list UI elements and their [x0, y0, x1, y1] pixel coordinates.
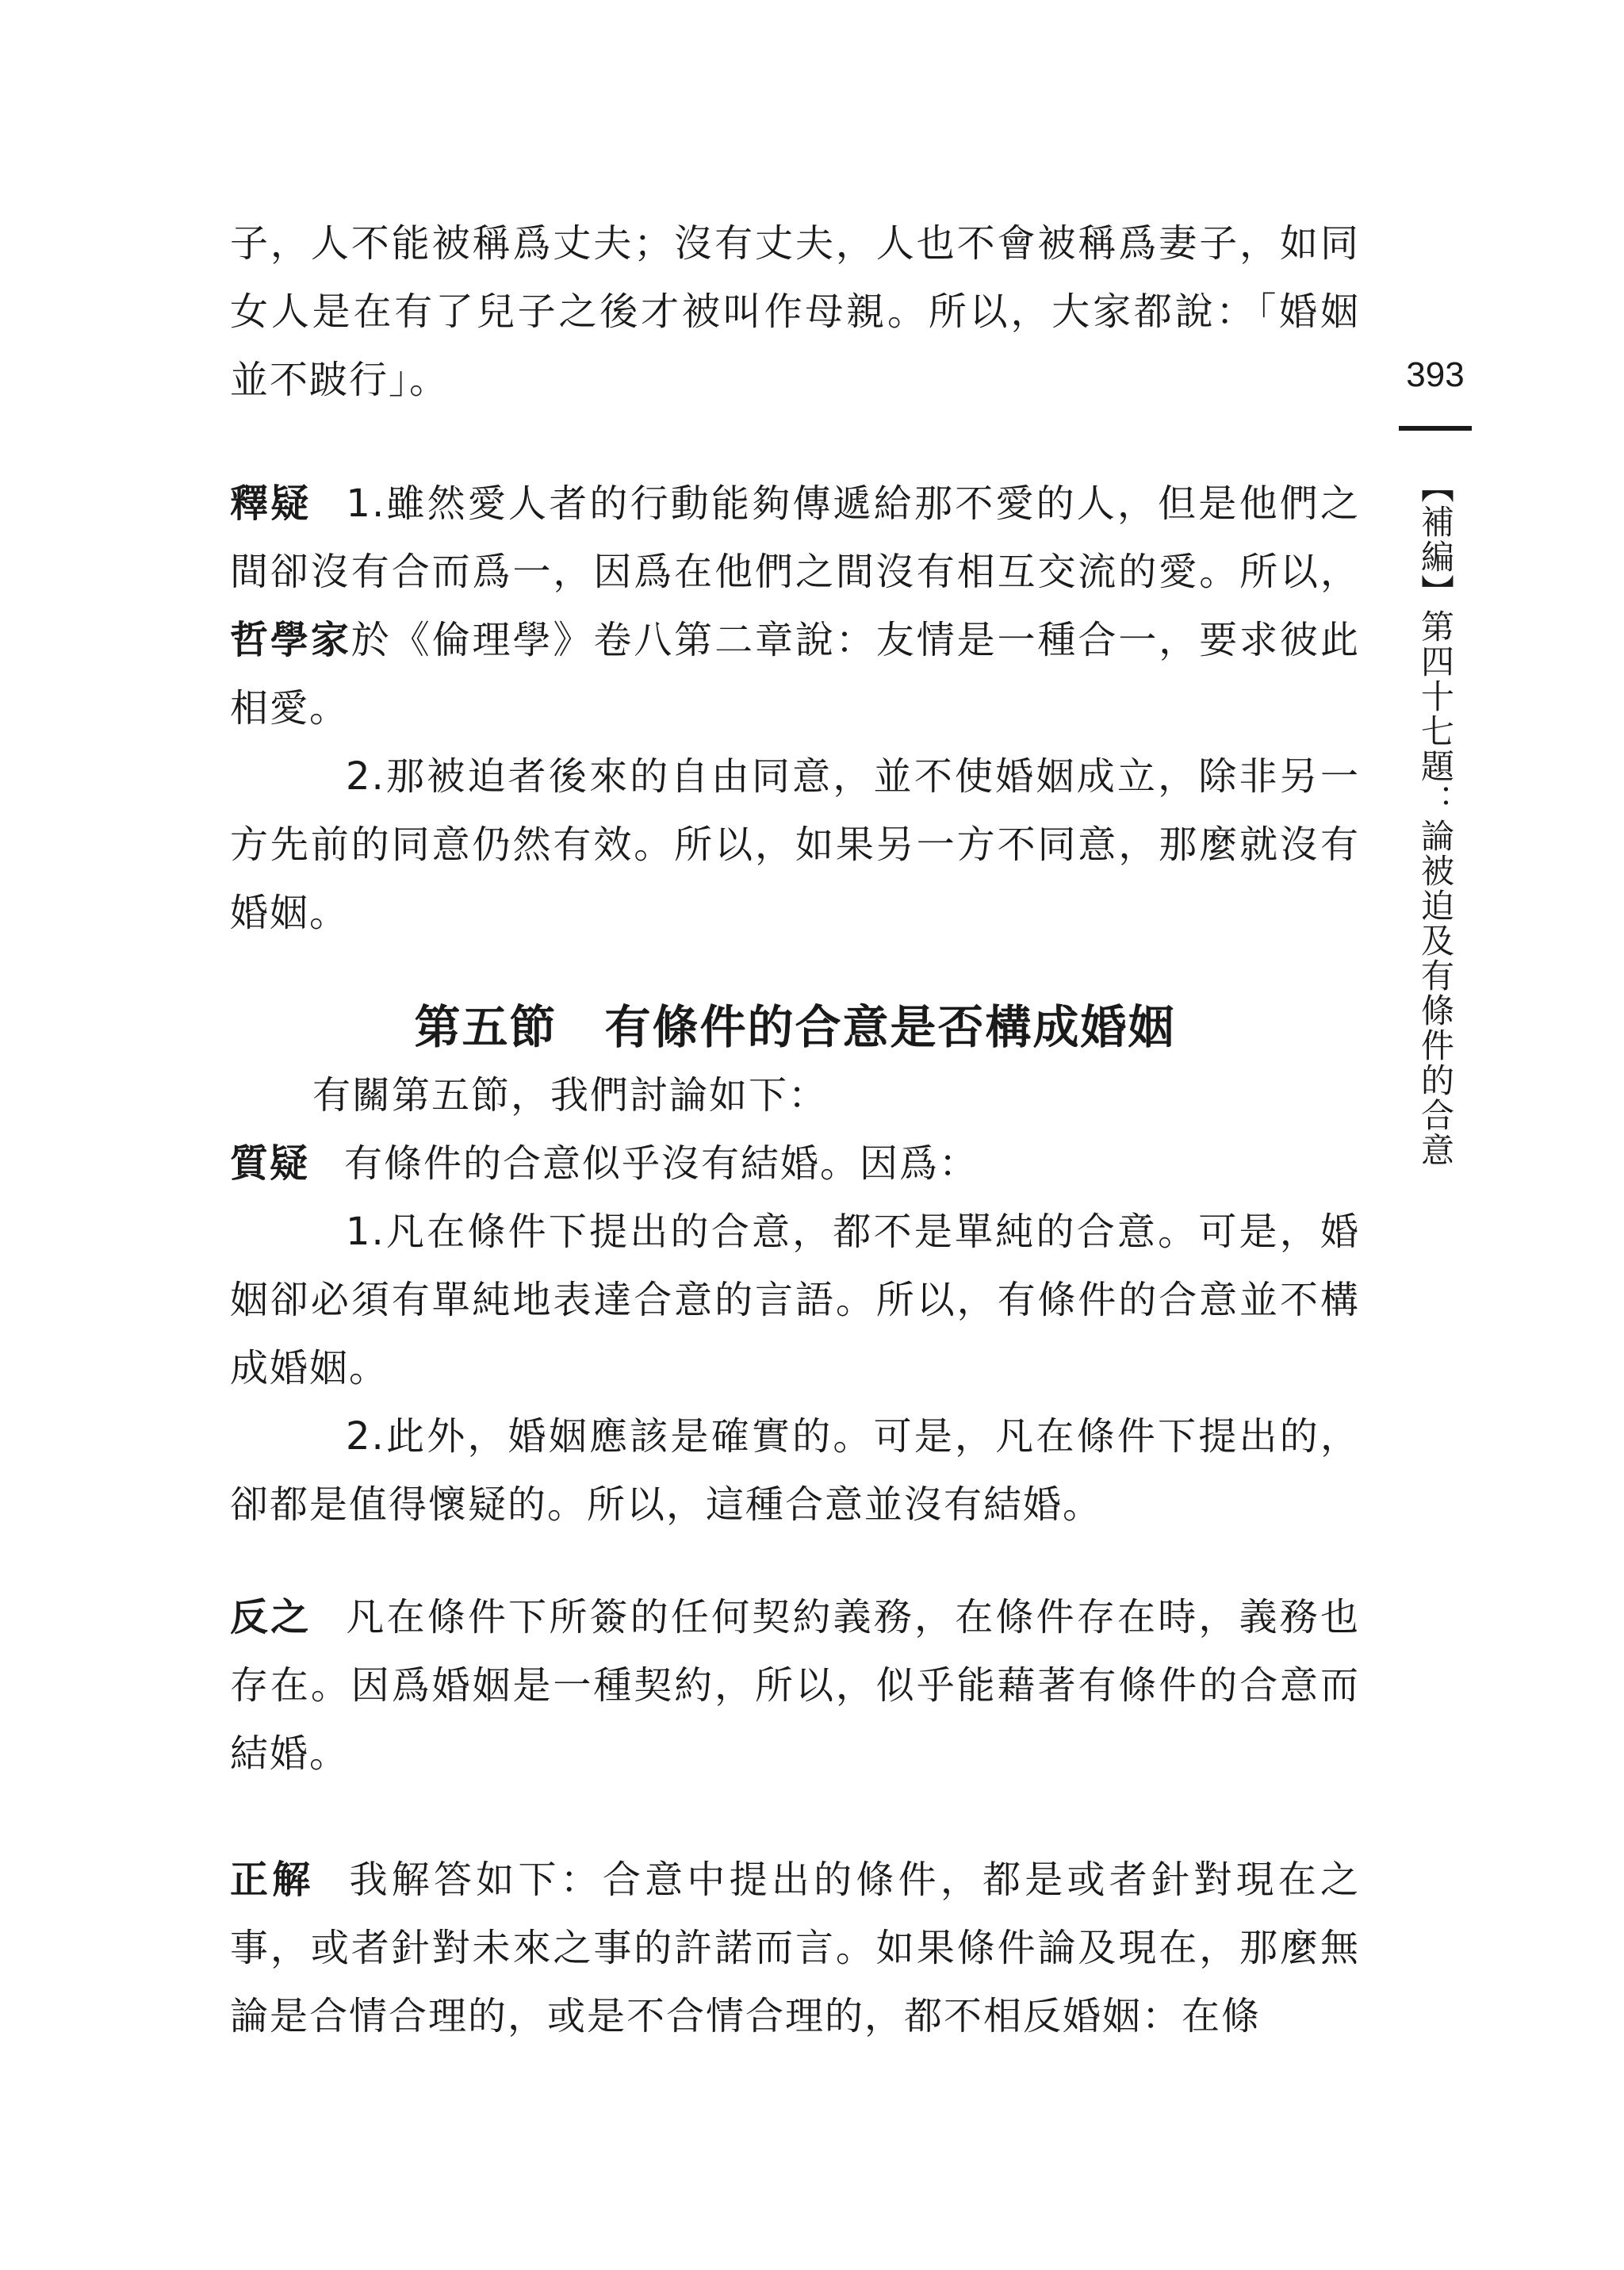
section-heading: 第五節 有條件的合意是否構成婚姻: [414, 1000, 1176, 1054]
objection-2: 2.此外，婚姻應該是確實的。可是，凡在條件下提出的，卻都是值得懷疑的。所以，這種合意並沒有結婚。: [230, 1414, 1360, 1527]
objections-block: [230, 1061, 1360, 1539]
running-head: 【補編】第四十七題：論被迫及有條件的合意: [1416, 470, 1455, 1168]
answer-block: [230, 1846, 1360, 2050]
reply-1-emphasis: 哲學家: [230, 618, 351, 662]
objection-intro-text: 有條件的合意似乎沒有結婚。因爲：: [344, 1141, 979, 1186]
reply-1-text-b: 於《倫理學》卷八第二章說：友情是一種合一，要求彼此相愛。: [230, 618, 1360, 730]
contrary-label: 反之: [230, 1595, 312, 1639]
on-the-contrary: [230, 1583, 1360, 1788]
answer: [230, 1846, 1360, 2050]
objection-label: 質疑: [230, 1141, 310, 1186]
reply-label: 釋疑: [230, 481, 312, 526]
reply-to-objections-block: [230, 470, 1360, 947]
intro-continuation: 子，人不能被稱爲丈夫；沒有丈夫，人也不會被稱爲妻子，如同女人是在有了兒子之後才被叫作母親。所以，大家都說：「婚姻並不跛行」。: [230, 221, 1360, 402]
intro-continuation-block: [230, 209, 1360, 414]
reply-1-text-a: 1.雖然愛人者的行動能夠傳遞給那不愛的人，但是他們之間卻沒有合而爲一，因爲在他們之間沒有相互交流的愛。所以，: [230, 481, 1360, 594]
answer-label: 正解: [230, 1858, 315, 1902]
objection-1: 1.凡在條件下提出的合意，都不是單純的合意。可是，婚姻卻必須有單純地表達合意的言語。所以，有條件的合意並不構成婚姻。: [230, 1210, 1360, 1390]
contrary-text: 凡在條件下所簽的任何契約義務，在條件存在時，義務也存在。因爲婚姻是一種契約，所以，似乎能藉著有條件的合意而結婚。: [230, 1595, 1360, 1776]
page-number: 393: [1406, 355, 1465, 394]
reply-2: 2.那被迫者後來的自由同意，並不使婚姻成立，除非另一方先前的同意仍然有效。所以，如果另一方不同意，那麼就沒有婚姻。: [230, 754, 1360, 935]
answer-text: 我解答如下：合意中提出的條件，都是或者針對現在之事，或者針對未來之事的許諾而言。如果條件論及現在，那麼無論是合情合理的，或是不合情合理的，都不相反婚姻：在條: [230, 1858, 1360, 2038]
reply-1: [230, 470, 1360, 742]
page-number-rule: [1399, 426, 1472, 431]
on-the-contrary-block: [230, 1583, 1360, 1788]
section-intro: 有關第五節，我們討論如下：: [312, 1073, 829, 1118]
objection-intro: [230, 1129, 1360, 1198]
